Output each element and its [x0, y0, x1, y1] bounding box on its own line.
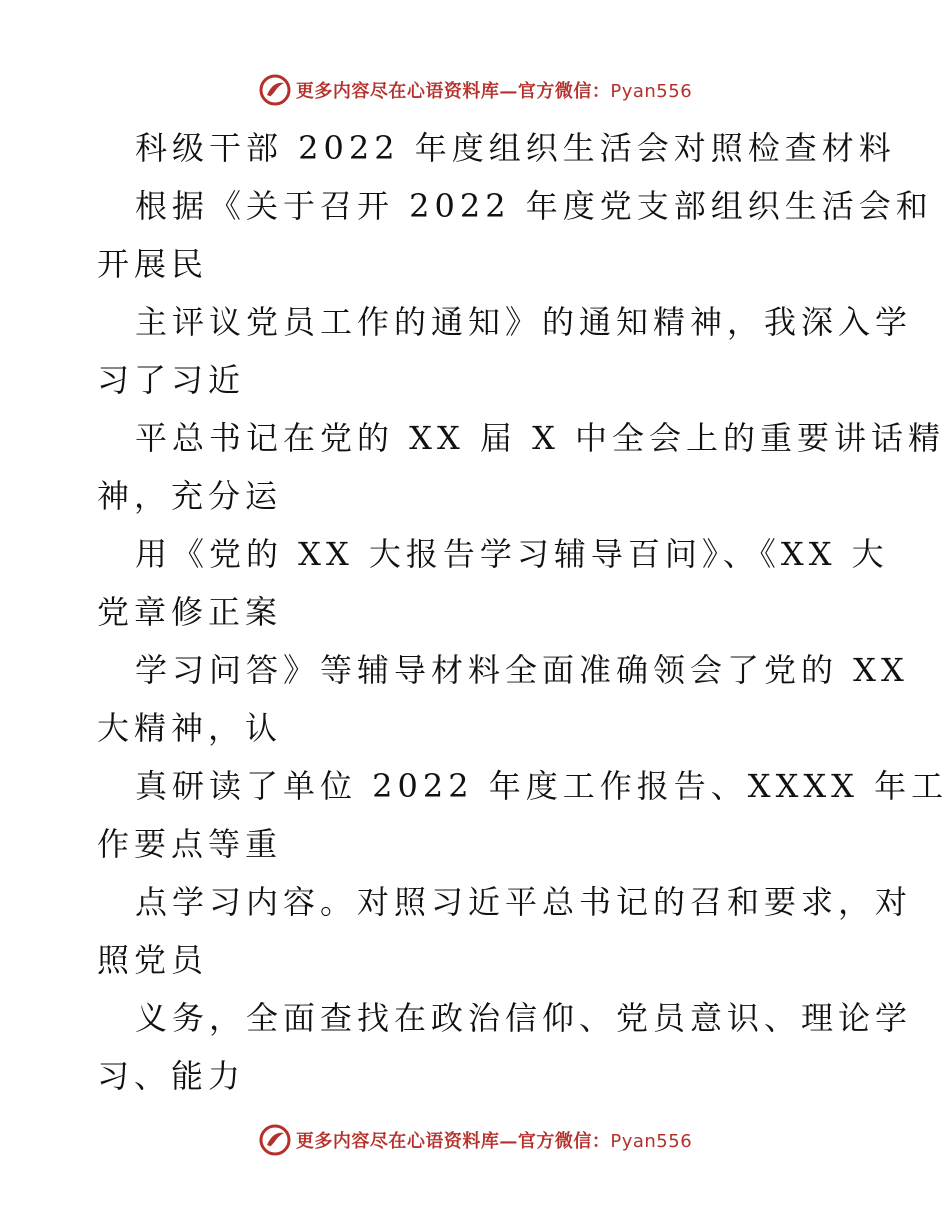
footer-account: Pyan556: [610, 1131, 693, 1152]
text-line: 用《党的 XX 大报告学习辅导百问》、《XX 大: [135, 535, 889, 573]
text-line: 党章修正案: [97, 593, 283, 631]
text-line: 大精神，认: [97, 709, 283, 747]
text-line: 平总书记在党的 XX 届 X 中全会上的重要讲话精: [135, 419, 946, 457]
header-banner: [0, 70, 950, 110]
text-line: 习了习近: [97, 361, 246, 399]
text-line: 主评议党员工作的通知》的通知精神，我深入学: [135, 303, 913, 341]
text-line: 根据《关于召开 2022 年度党支部组织生活会和: [135, 187, 933, 225]
text-line: 神，充分运: [97, 477, 283, 515]
text-line: 作要点等重: [97, 825, 283, 863]
text-line: 学习问答》等辅导材料全面准确领会了党的 XX: [135, 651, 909, 689]
text-line: 习、能力: [97, 1057, 246, 1095]
document-title: 科级干部 2022 年度组织生活会对照检查材料: [135, 129, 896, 167]
text-line: 点学习内容。对照习近平总书记的召和要求，对: [135, 883, 913, 921]
footer-banner: [0, 1120, 950, 1160]
footer-banner-text: 更多内容尽在心语资料库—官方微信：Pyan556: [295, 1131, 693, 1152]
text-line: 开展民: [97, 245, 209, 283]
text-line: 义务，全面查找在政治信仰、党员意识、理论学: [135, 999, 913, 1037]
text-line: 真研读了单位 2022 年度工作报告、XXXX 年工: [135, 767, 949, 805]
seal-logo-icon: [258, 1123, 292, 1157]
header-banner-text: 更多内容尽在心语资料库—官方微信：Pyan556: [295, 81, 693, 102]
seal-logo-icon: [258, 73, 292, 107]
header-account: Pyan556: [610, 81, 693, 102]
text-line: 照党员: [97, 941, 209, 979]
